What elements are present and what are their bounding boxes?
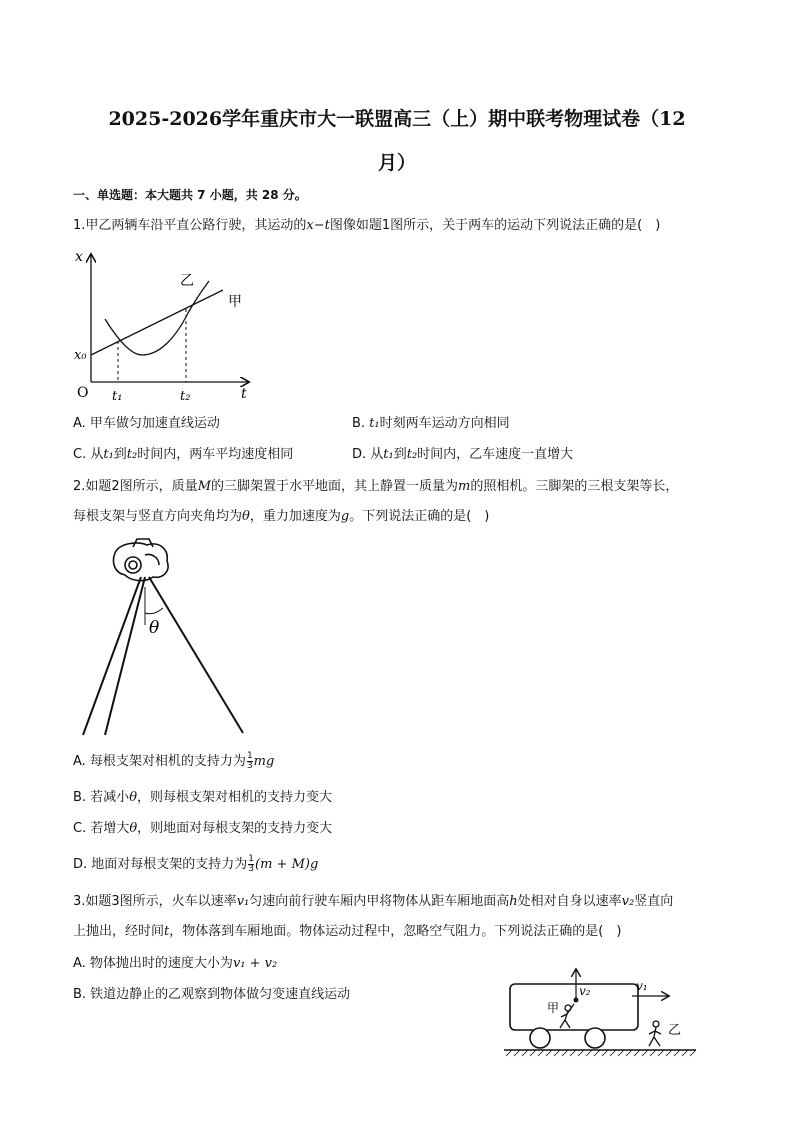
option-text: B. 若减小: [73, 790, 130, 805]
stem-text: 图像如题1图所示，关于两车的运动下列说法正确的是( ): [329, 218, 661, 233]
fraction-numerator: 1: [246, 751, 253, 761]
curve-label-yi: 乙: [180, 273, 194, 289]
math-inline: M: [197, 479, 211, 494]
math-inline: mg: [253, 754, 275, 769]
line-jia: [91, 290, 223, 355]
stem-text: ，物体落到车厢地面。物体运动过程中，忽略空气阻力。下列说法正确的是( ): [169, 924, 622, 939]
stem-text: 的三脚架置于水平地面，其上静置一质量为: [211, 479, 459, 494]
stem-text: ，重力加速度为: [249, 509, 341, 524]
fraction-denominator: 3: [248, 864, 255, 874]
wheel-left: [530, 1028, 550, 1048]
stem-text: 如题2图所示，质量: [85, 479, 198, 494]
math-inline: t₁: [369, 416, 380, 431]
q1-option-d[interactable]: [352, 445, 573, 465]
q2-option-a[interactable]: [73, 752, 274, 772]
thrown-object: [574, 998, 579, 1003]
math-inline: h: [509, 894, 518, 909]
option-text: ，则地面对每根支架的支持力变大: [137, 821, 333, 836]
option-text: D. 从: [352, 447, 384, 462]
person-label-jia: 甲: [547, 1001, 560, 1015]
q2-option-d[interactable]: [73, 855, 318, 875]
page-title-line2: 月）: [377, 152, 416, 174]
math-inline: x−t: [306, 218, 330, 233]
ground-hatching: [506, 1050, 696, 1056]
person-jia-figure: [560, 1004, 574, 1028]
math-inline: t: [164, 924, 170, 939]
t2-label: t₂: [180, 389, 191, 404]
v2-label: v₂: [579, 984, 591, 998]
v1-label: v₁: [636, 979, 648, 993]
q1-xt-graph: [70, 245, 260, 405]
person-label-yi: 乙: [668, 1023, 682, 1038]
stem-text: 甲乙两辆车沿平直公路行驶，其运动的: [85, 218, 307, 233]
math-inline: m: [458, 479, 471, 494]
fraction: [247, 752, 253, 771]
curve-yi: [105, 281, 209, 355]
math-inline: θ: [242, 509, 250, 524]
math-inline: t₁: [383, 447, 394, 462]
x-axis-label: t: [241, 386, 247, 402]
math-inline: v₁ + v₂: [232, 956, 278, 971]
math-inline: (m + M)g: [255, 857, 319, 872]
option-text: D. 地面对每根支架的支持力为: [73, 857, 248, 872]
math-inline: t₁: [103, 447, 114, 462]
math-inline: θ: [129, 821, 138, 836]
stem-text: 。下列说法正确的是( ): [349, 509, 490, 524]
question-2-stem-line2: [73, 507, 489, 527]
question-2-stem-line1: [73, 477, 678, 497]
wheel-right: [585, 1028, 605, 1048]
q1-option-c[interactable]: [73, 445, 293, 465]
line-label-jia: 甲: [228, 294, 242, 310]
fraction-denominator: 3: [246, 761, 253, 771]
tripod-legs: [83, 577, 243, 735]
option-text: 时刻两车运动方向相同: [379, 416, 510, 431]
camera-sketch: [113, 539, 168, 581]
question-number: 3.: [73, 894, 86, 909]
question-number: 2.: [73, 479, 86, 494]
option-text: 到: [393, 447, 407, 462]
origin-label: O: [77, 385, 89, 401]
angle-label-theta: θ: [149, 618, 160, 638]
x0-label: x₀: [74, 348, 87, 363]
math-inline: v₁: [236, 894, 250, 909]
person-yi-figure: [649, 1021, 661, 1046]
angle-arc: [145, 608, 163, 614]
question-3-stem-line1: [73, 892, 673, 912]
option-text: A. 物体抛出时的速度大小为: [73, 956, 233, 971]
stem-text: 的照相机。三脚架的三根支架等长，: [470, 479, 679, 494]
question-number: 1.: [73, 218, 86, 233]
q3-option-b[interactable]: B. 铁道边静止的乙观察到物体做匀变速直线运动: [73, 987, 351, 1002]
question-3-stem-line2: [73, 922, 621, 942]
math-inline: t₂: [126, 447, 138, 462]
y-axis-label: x: [75, 249, 83, 265]
q2-option-c[interactable]: [73, 819, 332, 839]
q2-tripod-figure: [75, 535, 255, 740]
fraction: [248, 855, 254, 874]
math-inline: v₂: [621, 894, 635, 909]
question-1-stem: [73, 216, 660, 236]
fraction-numerator: 1: [248, 854, 255, 864]
t1-label: t₁: [112, 389, 123, 404]
stem-text: 处相对自身以速率: [517, 894, 622, 909]
math-inline: t₂: [406, 447, 418, 462]
stem-text: 竖直向: [634, 894, 674, 909]
train-car: [510, 984, 638, 1030]
q1-option-a[interactable]: A. 甲车做匀加速直线运动: [73, 416, 220, 431]
stem-text: 匀速向前行驶车厢内甲将物体从距车厢地面高: [249, 894, 510, 909]
option-text: 到: [113, 447, 127, 462]
stem-text: 上抛出，经时间: [73, 924, 165, 939]
page-title-line1: 2025-2026学年重庆市大一联盟高三（上）期中联考物理试卷（12: [108, 108, 686, 130]
section-heading: 一、单选题：本大题共 7 小题，共 28 分。: [73, 188, 307, 202]
option-text: A. 每根支架对相机的支持力为: [73, 754, 246, 769]
stem-text: 每根支架与竖直方向夹角均为: [73, 509, 243, 524]
q3-train-figure: [500, 962, 700, 1062]
q1-option-b[interactable]: [352, 414, 510, 434]
q2-option-b[interactable]: [73, 788, 332, 808]
q3-option-a[interactable]: [73, 954, 277, 974]
option-text: ，则每根支架对相机的支持力变大: [137, 790, 333, 805]
option-text: B.: [352, 416, 370, 431]
stem-text: 如题3图所示，火车以速率: [85, 894, 237, 909]
option-text: C. 若增大: [73, 821, 130, 836]
math-inline: g: [340, 509, 350, 524]
option-text: 时间内，乙车速度一直增大: [417, 447, 574, 462]
math-inline: θ: [129, 790, 138, 805]
option-text: 时间内，两车平均速度相同: [137, 447, 294, 462]
option-text: C. 从: [73, 447, 104, 462]
